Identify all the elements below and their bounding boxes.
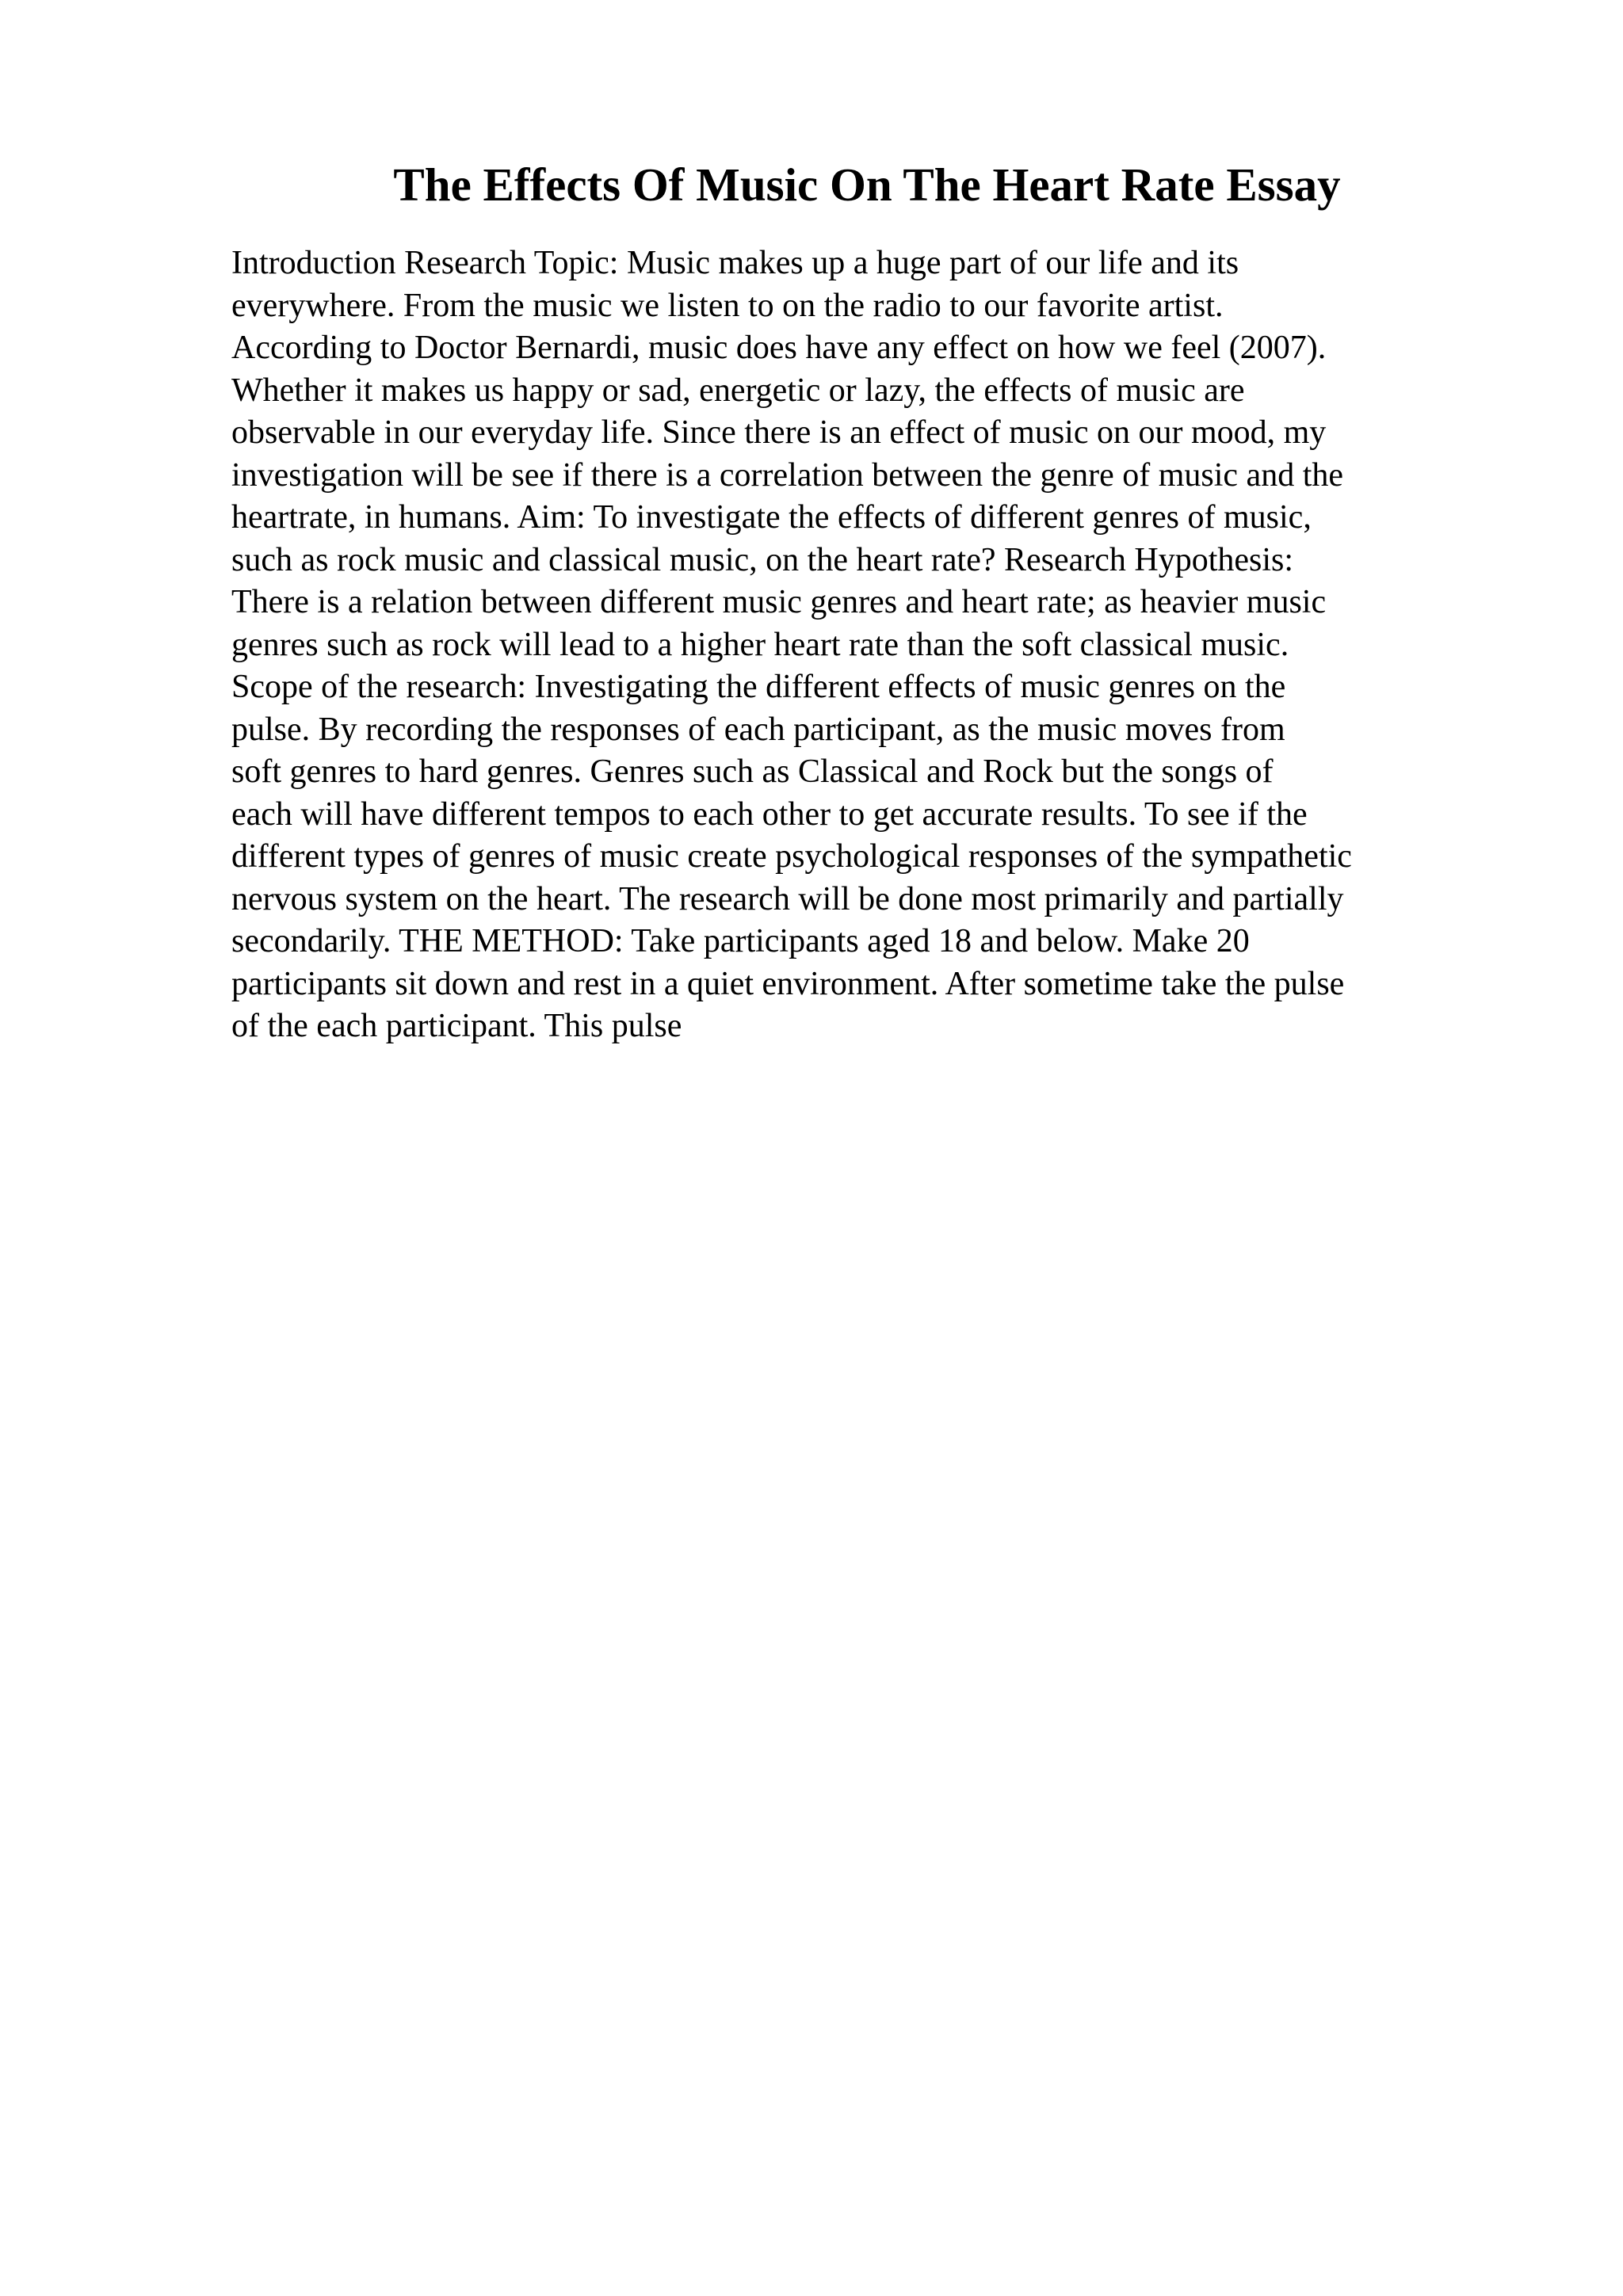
body-line: nervous system on the heart. The research will be done most primarily and partially — [231, 880, 1344, 917]
body-line: of the each participant. This pulse — [231, 1008, 682, 1044]
body-line: Whether it makes us happy or sad, energetic or lazy, the effects of music are — [231, 372, 1245, 409]
body-line: Scope of the research: Investigating the different effects of music genres on the — [231, 669, 1286, 705]
body-line: pulse. By recording the responses of each participant, as the music moves from — [231, 711, 1285, 748]
body-line: There is a relation between different music genres and heart rate; as heavier music — [231, 584, 1327, 620]
body-line: According to Doctor Bernardi, music does have any effect on how we feel (2007). — [231, 330, 1327, 366]
body-line: heartrate, in humans. Aim: To investigate the effects of different genres of music, — [231, 499, 1312, 536]
body-line: Introduction Research Topic: Music makes up a huge part of our life and its — [231, 245, 1239, 281]
essay-body — [231, 242, 1499, 1048]
body-line: everywhere. From the music we listen to on the radio to our favorite artist. — [231, 287, 1224, 324]
body-line: observable in our everyday life. Since there is an effect of music on our mood, my — [231, 414, 1327, 451]
body-line: each will have different tempos to each other to get accurate results. To see if the — [231, 795, 1308, 833]
body-line: such as rock music and classical music, on the heart rate? Research Hypothesis: — [231, 541, 1294, 578]
body-line: secondarily. THE METHOD: Take participants aged 18 and below. Make 20 — [231, 923, 1250, 959]
body-line: soft genres to hard genres. Genres such as Classical and Rock but the songs of — [231, 753, 1274, 790]
body-line: investigation will be see if there is a correlation between the genre of music and the — [231, 456, 1344, 494]
body-line: participants sit down and rest in a quiet environment. After sometime take the pulse — [231, 965, 1345, 1002]
body-line: different types of genres of music create psychological responses of the sympathetic — [231, 838, 1352, 875]
body-line: genres such as rock will lead to a higher heart rate than the soft classical music. — [231, 626, 1289, 663]
essay-title: The Effects Of Music On The Heart Rate Essay — [393, 158, 1341, 211]
